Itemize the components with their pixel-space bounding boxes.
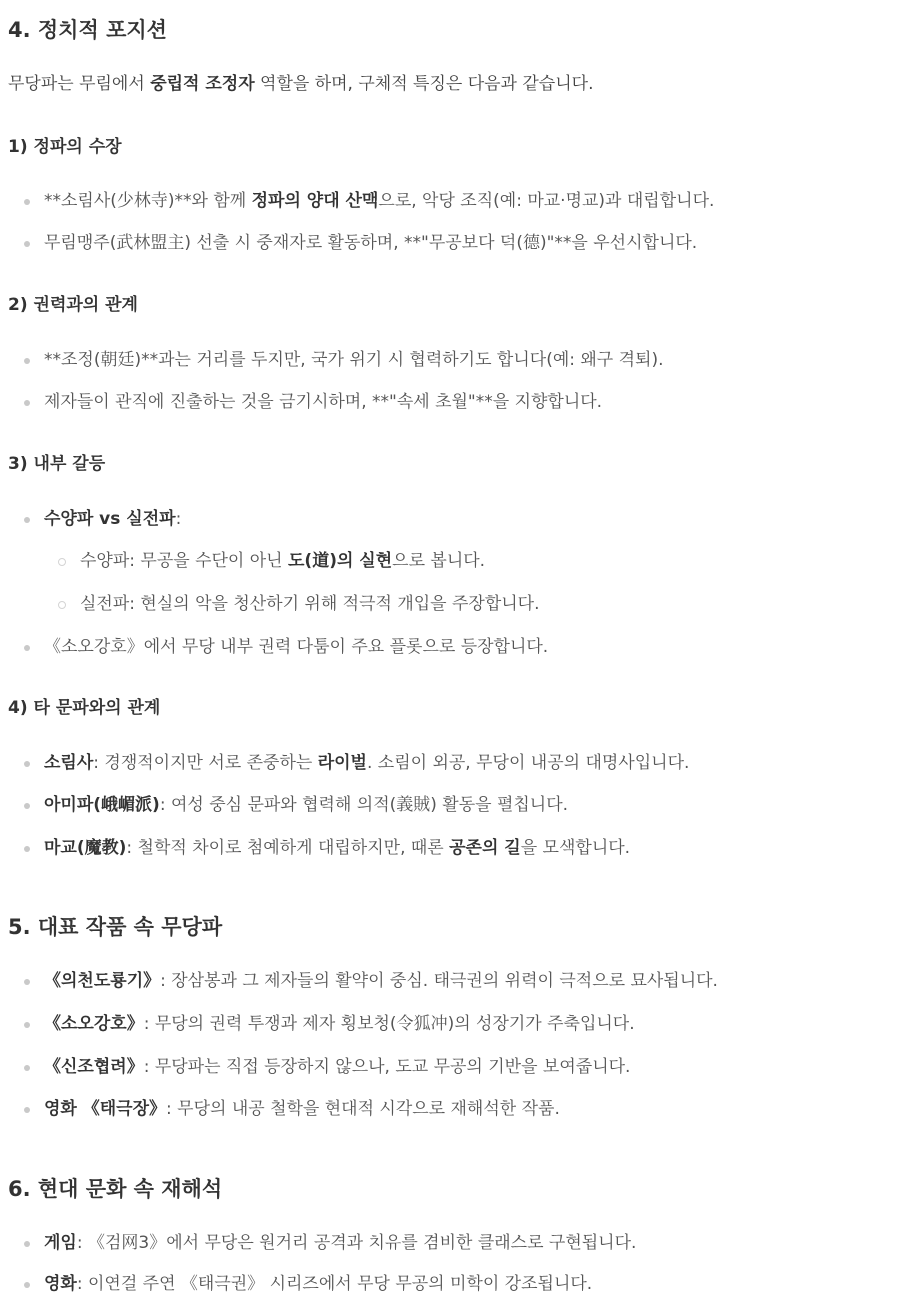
item-bold: 《의천도룡기》 [44, 971, 161, 991]
item-bold: 공존의 길 [449, 838, 521, 858]
item-text: 으로, 악당 조직(예: 마교·명교)과 대립합니다. [378, 191, 715, 211]
item-text: : [175, 509, 182, 529]
item-text: . 소림이 외공, 무당이 내공의 대명사입니다. [366, 753, 690, 773]
list-item [0, 835, 630, 861]
section-4-heading: 4. 정치적 포지션 [8, 18, 167, 42]
bullet-icon [24, 803, 30, 809]
list-item [0, 968, 718, 994]
item-bold: 마교(魔教) [44, 838, 127, 858]
item-text: : 경쟁적이지만 서로 존중하는 [93, 753, 318, 773]
item-text: 무림맹주(武林盟主) 선출 시 중재자로 활동하며, **"무공보다 덕(德)"**을 우선시합니다. [44, 233, 698, 253]
section-4-intro [8, 71, 593, 97]
list-item [0, 389, 602, 415]
item-bold: 도(道)의 실현 [288, 551, 393, 571]
bullet-icon [24, 241, 30, 247]
list-item [0, 750, 689, 776]
bullet-icon [24, 1282, 30, 1288]
bullet-icon [24, 846, 30, 852]
bullet-icon [24, 358, 30, 364]
bullet-icon [24, 1065, 30, 1071]
circle-bullet-icon [58, 601, 66, 609]
item-bold: 영화 [44, 1274, 77, 1294]
subsection-3-heading: 3) 내부 갈등 [8, 454, 106, 474]
item-text: 《소오강호》에서 무당 내부 권력 다툼이 주요 플롯으로 등장합니다. [44, 637, 549, 657]
item-bold: 정파의 양대 산맥 [251, 191, 379, 211]
list-item [0, 1271, 592, 1297]
bullet-icon [24, 1241, 30, 1247]
list-item-nested [0, 548, 485, 574]
item-text: 수양파: 무공을 수단이 아닌 [80, 551, 288, 571]
item-bold: 영화 《태극장》 [44, 1099, 167, 1119]
list-item [0, 506, 181, 532]
item-bold: 아미파(峨嵋派) [44, 795, 160, 815]
bullet-icon [24, 645, 30, 651]
section-5-heading: 5. 대표 작품 속 무당파 [8, 915, 223, 939]
item-text: : 《검网3》에서 무당은 원거리 공격과 치유를 겸비한 클래스로 구현됩니다. [76, 1233, 637, 1253]
item-bold: 라이벌 [317, 753, 367, 773]
intro-text-1: 무당파는 무림에서 [8, 74, 151, 94]
item-text: 실전파: 현실의 악을 청산하기 위해 적극적 개입을 주장합니다. [80, 594, 540, 614]
item-bold: 《신조협려》 [44, 1057, 144, 1077]
list-item-nested [0, 591, 540, 617]
intro-bold: 중립적 조정자 [150, 74, 255, 94]
bullet-icon [24, 761, 30, 767]
item-text: 을 모색합니다. [520, 838, 631, 858]
subsection-2-heading: 2) 권력과의 관계 [8, 295, 138, 315]
list-item [0, 230, 697, 256]
item-text: **조정(朝廷)**과는 거리를 두지만, 국가 위기 시 협력하기도 합니다(예: 왜구 격퇴). [44, 350, 664, 370]
item-bold: 《소오강호》 [44, 1014, 144, 1034]
item-bold: 게임 [44, 1233, 77, 1253]
item-text: : 여성 중심 문파와 협력해 의적(義賊) 활동을 펼칩니다. [159, 795, 569, 815]
item-text: : 이연걸 주연 《태극권》 시리즈에서 무당 무공의 미학이 강조됩니다. [76, 1274, 593, 1294]
list-item [0, 634, 548, 660]
item-text: : 무당의 내공 철학을 현대적 시각으로 재해석한 작품. [166, 1099, 560, 1119]
list-item [0, 1096, 560, 1122]
list-item [0, 347, 664, 373]
subsection-1-heading: 1) 정파의 수장 [8, 137, 122, 157]
bullet-icon [24, 1107, 30, 1113]
item-text: **소림사(少林寺)**와 함께 [44, 191, 252, 211]
list-item [0, 792, 568, 818]
subsection-4-heading: 4) 타 문파와의 관계 [8, 698, 161, 718]
circle-bullet-icon [58, 558, 66, 566]
bullet-icon [24, 400, 30, 406]
item-text: 제자들이 관직에 진출하는 것을 금기시하며, **"속세 초월"**을 지향합니다. [44, 392, 603, 412]
item-text: 으로 봅니다. [392, 551, 486, 571]
bullet-icon [24, 979, 30, 985]
bullet-icon [24, 199, 30, 205]
item-text: : 철학적 차이로 첨예하게 대립하지만, 때론 [126, 838, 450, 858]
item-bold: 소림사 [44, 753, 94, 773]
list-item [0, 1230, 636, 1256]
item-bold: 수양파 vs 실전파 [44, 509, 176, 529]
list-item [0, 1011, 635, 1037]
item-text: : 무당의 권력 투쟁과 제자 횡보청(令狐冲)의 성장기가 주축입니다. [143, 1014, 635, 1034]
list-item [0, 1054, 630, 1080]
intro-text-2: 역할을 하며, 구체적 특징은 다음과 같습니다. [254, 74, 594, 94]
bullet-icon [24, 1022, 30, 1028]
section-6-heading: 6. 현대 문화 속 재해석 [8, 1177, 223, 1201]
item-text: : 무당파는 직접 등장하지 않으나, 도교 무공의 기반을 보여줍니다. [143, 1057, 631, 1077]
list-item [0, 188, 714, 214]
item-text: : 장삼봉과 그 제자들의 활약이 중심. 태극권의 위력이 극적으로 묘사됩니다. [160, 971, 718, 991]
bullet-icon [24, 517, 30, 523]
